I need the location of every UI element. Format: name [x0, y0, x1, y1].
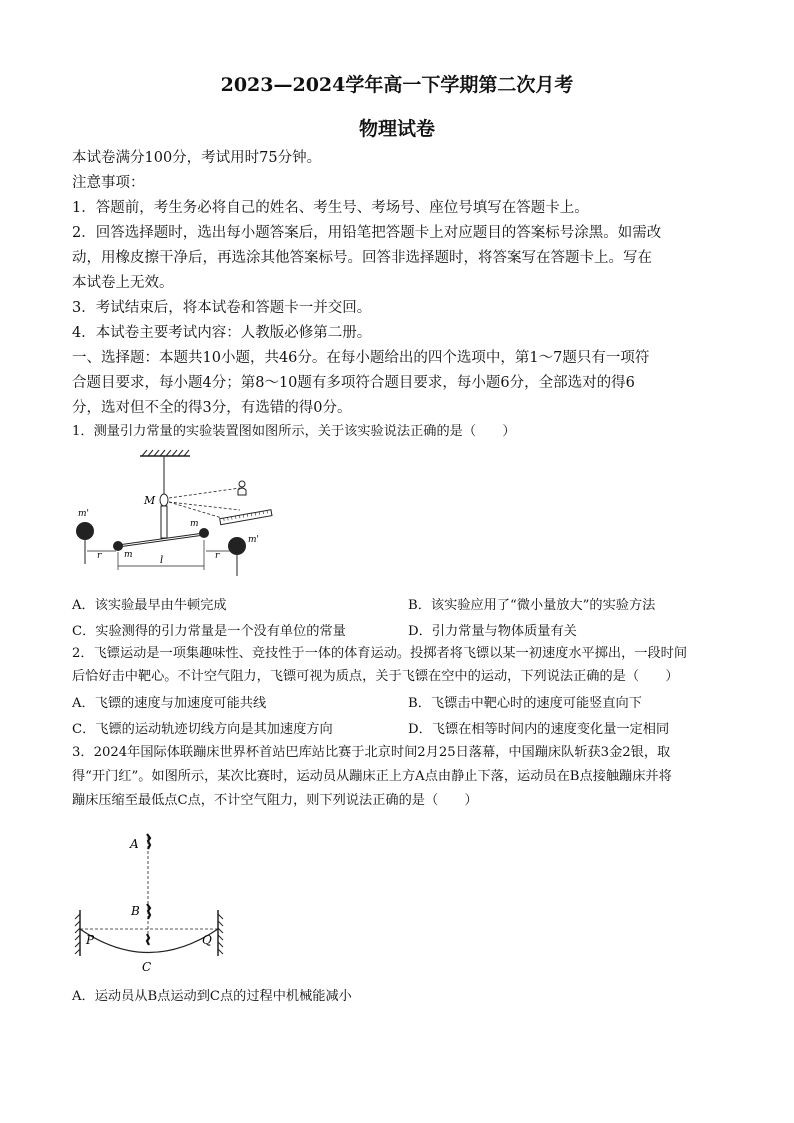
label-A: A — [130, 837, 139, 851]
label-r-right: r — [215, 551, 220, 561]
q1-option-c[interactable]: C．实验测得的引力常量是一个没有单位的常量 — [72, 624, 346, 639]
torsion-balance-figure — [72, 446, 282, 582]
label-l: l — [160, 555, 164, 566]
q2-stem-line-1: 2．飞镖运动是一项集趣味性、竞技性于一体的体育运动。投掷者将飞镖以某一初速度水平掷出，一段时间 — [72, 646, 688, 661]
label-r-left: r — [97, 551, 102, 561]
note-item-1: 1．答题前，考生务必将自己的姓名、考生号、考场号、座位号填写在答题卡上。 — [72, 200, 589, 216]
score-line: 本试卷满分100分，考试用时75分钟。 — [72, 150, 322, 166]
label-Q: Q — [202, 933, 212, 947]
label-mprime-left: m' — [78, 509, 90, 519]
note-item-3: 3．考试结束后，将本试卷和答题卡一并交回。 — [72, 300, 372, 316]
label-B: B — [131, 904, 140, 918]
q3-stem-line-2: 得“开门红”。如图所示，某次比赛时，运动员从蹦床正上方A点由静止下落，运动员在B点接触蹦床并将 — [72, 769, 672, 784]
exam-subject: 物理试卷 — [358, 118, 435, 140]
q3-stem-line-3: 蹦床压缩至最低点C点，不计空气阻力，则下列说法正确的是（ ） — [72, 793, 478, 808]
note-item-2-line-3: 本试卷上无效。 — [72, 275, 174, 291]
label-mprime-right: m' — [248, 535, 260, 545]
label-P: P — [86, 933, 95, 947]
trampoline-figure — [72, 826, 232, 976]
section1-line-3: 分，选对但不全的得3分，有选错的得0分。 — [72, 400, 352, 416]
label-C: C — [142, 960, 152, 974]
q1-stem: 1．测量引力常量的实验装置图如图所示，关于该实验说法正确的是（ ） — [72, 424, 516, 439]
section1-line-1: 一、选择题：本题共10小题，共46分。在每小题给出的四个选项中，第1～7题只有一项符 — [72, 350, 650, 366]
label-m-right: m — [190, 519, 199, 529]
q2-option-d[interactable]: D．飞镖在相等时间内的速度变化量一定相同 — [408, 722, 670, 737]
q2-option-b[interactable]: B．飞镖击中靶心时的速度可能竖直向下 — [408, 696, 642, 711]
label-M: M — [144, 494, 156, 507]
exam-title: 2023—2024学年高一下学期第二次月考 — [220, 74, 574, 96]
label-m-left: m — [124, 550, 133, 560]
note-item-2-line-1: 2．回答选择题时，选出每小题答案后，用铅笔把答题卡上对应题目的答案标号涂黑。如需改 — [72, 225, 662, 241]
q3-stem-line-1: 3．2024年国际体联蹦床世界杯首站巴库站比赛于北京时间2月25日落幕，中国蹦床队斩获3金2银，取 — [72, 745, 671, 760]
note-item-4: 4．本试卷主要考试内容：人教版必修第二册。 — [72, 325, 372, 341]
q1-option-a[interactable]: A．该实验最早由牛顿完成 — [72, 598, 227, 613]
q2-option-c[interactable]: C．飞镖的运动轨迹切线方向是其加速度方向 — [72, 722, 333, 737]
q1-option-d[interactable]: D．引力常量与物体质量有关 — [408, 624, 577, 639]
note-item-2-line-2: 动，用橡皮擦干净后，再选涂其他答案标号。回答非选择题时，将答案写在答题卡上。写在 — [72, 250, 652, 266]
notes-heading: 注意事项： — [72, 175, 145, 191]
q2-option-a[interactable]: A．飞镖的速度与加速度可能共线 — [72, 696, 267, 711]
q1-option-b[interactable]: B．该实验应用了“微小量放大”的实验方法 — [408, 598, 656, 613]
section1-line-2: 合题目要求，每小题4分；第8～10题有多项符合题目要求，每小题6分，全部选对的得6 — [72, 375, 635, 391]
q3-option-a[interactable]: A．运动员从B点运动到C点的过程中机械能减小 — [72, 989, 352, 1004]
q2-stem-line-2: 后恰好击中靶心。不计空气阻力，飞镖可视为质点，关于飞镖在空中的运动，下列说法正确的是（ ） — [72, 669, 679, 684]
